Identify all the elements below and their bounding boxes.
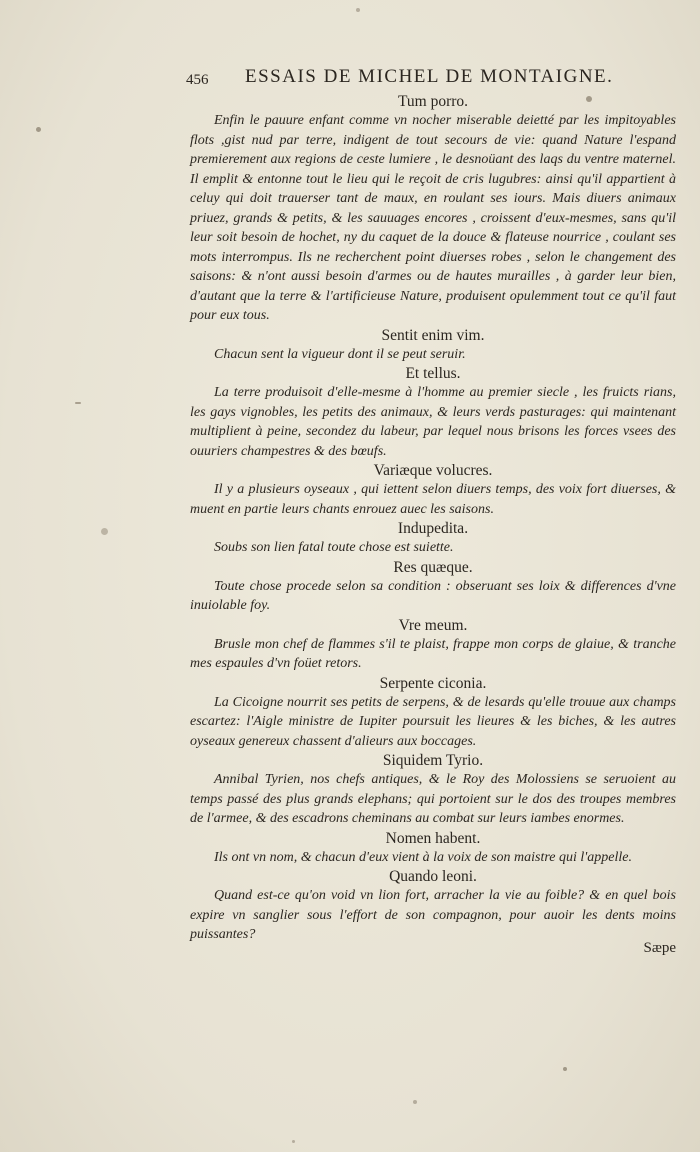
running-title: ESSAIS DE MICHEL DE MONTAIGNE. [245,66,614,87]
latin-quote: Tum porro. [397,93,469,110]
ink-spot [563,1067,567,1071]
ink-spot [75,402,81,404]
ink-spot [101,528,108,535]
french-paragraph: Enfin le pauure enfant comme vn nocher miserable deietté par les impitoyables flots ,gist nud par terre, indigent de tout secours de vie: quand Nature l'espand premierement aux regions de ceste lumiere , le desnoüant des laqs du ventre maternel. Il emplit & entonne tout le lieu qui le reçoit de cris lugubres: ainsi qu'il appartient à celuy qui doit trauerser tant de maux, en roulant ses iours. Mais diuers animaux priuez, grands & petits, & les sauuages encores , croissent d'eux-mesmes, sans qu'il leur soit besoin de hochet, ny du caquet de la douce & flateuse nourrice , coulant ses mots interrompus. Ils ne recherchent point diuerses robes , selon le changement des saisons: & n'ont aussi besoin d'armes ou de hautes murailles , à garder leur bien, d'autant que la terre & l'artificieuse Nature, produisent opulemment tout ce qu'il faut pour eux tous. [190,113,676,323]
french-paragraph: La Cicoigne nourrit ses petits de serpens, & de lesards qu'elle trouue aux champs escartez: l'Aigle ministre de Iupiter poursuit les lieures & les biches, & les autres oyseaux genereux chassent d'alieurs aux boccages. [190,694,676,749]
french-paragraph: La terre produisoit d'elle-mesme à l'homme au premier siecle , les fruicts rians, les gays vignobles, les petits des animaux, & leurs verds pasturages: qui maintenant multiplient à peine, secondez du labeur, par lequel nous brisons les forces vsees des ouuriers champestres & des bœufs. [190,385,676,459]
ink-spot [586,96,592,102]
body-text [190,92,676,945]
latin-quote: Et tellus. [405,365,461,382]
latin-quote: Res quæque. [393,558,473,576]
latin-quote: Quando leoni. [389,868,477,885]
latin-quote: Siquidem Tyrio. [382,752,484,769]
french-paragraph: Chacun sent la vigueur dont il se peut seruir. [214,346,466,362]
french-paragraph: Toute chose procede selon sa condition : obseruant ses loix & differences d'vne inuiolable foy. [190,578,676,613]
latin-quote: Vre meum. [398,616,468,634]
french-paragraph: Il y a plusieurs oyseaux , qui iettent selon diuers temps, des voix fort diuerses, & muent en partie leurs chants enrouez auec les saisons. [190,482,676,517]
ink-spot [413,1100,417,1104]
latin-quote: Serpente ciconia. [379,674,487,692]
page-header [186,66,636,92]
ink-spot [292,1140,295,1143]
ink-spot [356,8,360,12]
french-paragraph: Annibal Tyrien, nos chefs antiques, & le Roy des Molossiens se seruoient au temps passé des plus grands elephans; qui portoient sur le dos des troupes membres de l'armee, & des escadrons cheminans au combat sur leurs iambes enormes. [190,772,676,826]
french-paragraph: Quand est-ce qu'on void vn lion fort, arracher la vie au foible? & en quel bois expire vn sanglier sous l'effort de son compagnon, pour auoir les dents moins puissantes? [190,888,676,942]
catchword: Sæpe [643,940,676,956]
french-paragraph: Soubs son lien fatal toute chose est suiette. [214,540,454,555]
latin-quote: Variæque volucres. [373,462,493,479]
french-paragraph: Ils ont vn nom, & chacun d'eux vient à la voix de son maistre qui l'appelle. [214,849,632,865]
latin-quote: Indupedita. [397,520,469,537]
ink-spot [36,127,41,132]
latin-quote: Nomen habent. [385,829,481,847]
page-number: 456 [186,72,209,88]
latin-quote: Sentit enim vim. [381,326,485,344]
french-paragraph: Brusle mon chef de flammes s'il te plaist, frappe mon corps de glaiue, & tranche mes espaules d'vn foüet retors. [190,636,676,671]
